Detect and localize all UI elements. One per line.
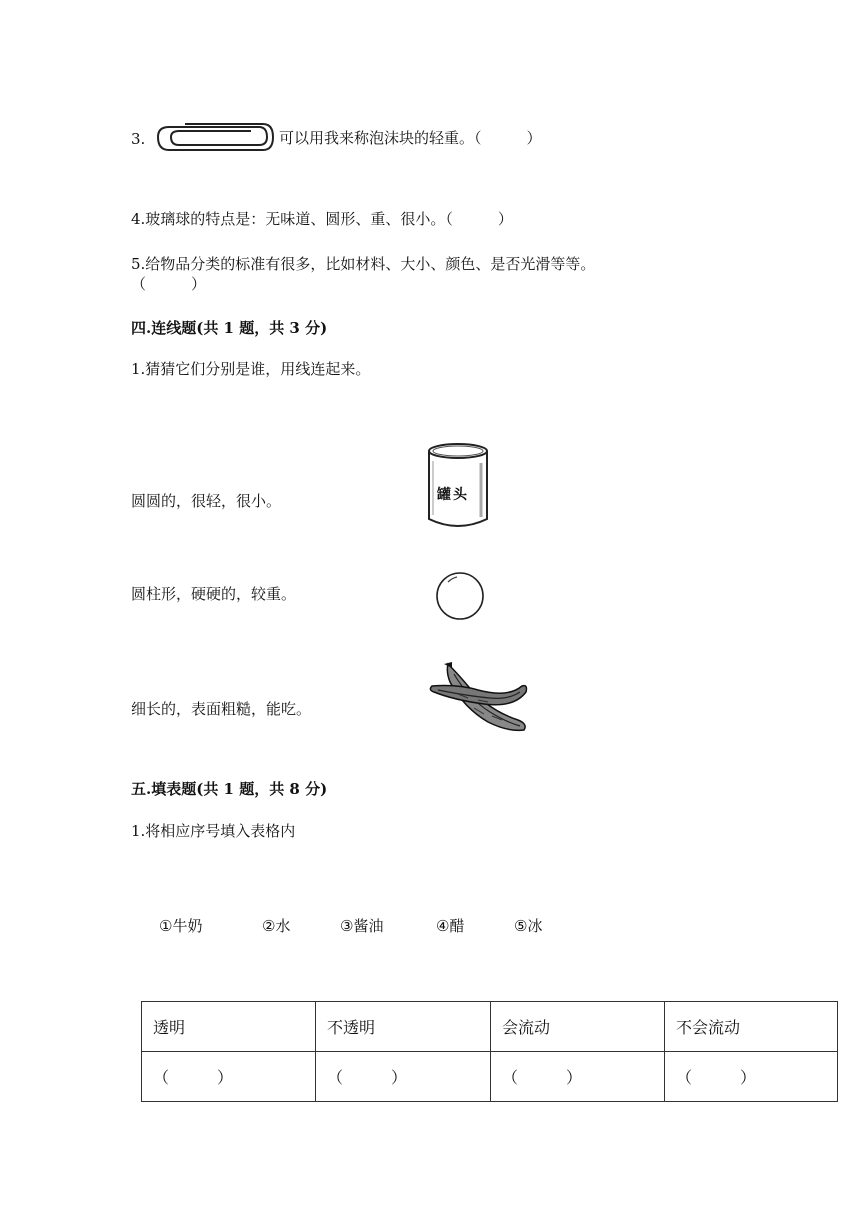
option-1: ①牛奶 (159, 917, 203, 935)
option-5: ⑤冰 (514, 917, 543, 935)
option-3: ③酱油 (340, 917, 384, 935)
paperclip-icon (155, 120, 277, 154)
header-opaque: 不透明 (316, 1002, 491, 1052)
q4-text: 4.玻璃球的特点是：无味道、圆形、重、很小。（ ） (131, 210, 513, 228)
answer-cell-does-not-flow[interactable]: （ ） (665, 1052, 838, 1102)
section5-question: 1.将相应序号填入表格内 (131, 822, 296, 840)
option-4: ④醋 (436, 917, 465, 935)
header-flows: 会流动 (491, 1002, 665, 1052)
description-2: 圆柱形，硬硬的，较重。 (131, 585, 297, 603)
q3-number: 3. (131, 130, 146, 148)
answer-cell-flows[interactable]: （ ） (491, 1052, 665, 1102)
q5-text: 5.给物品分类的标准有很多，比如材料、大小、颜色、是否光滑等等。 (131, 255, 596, 273)
description-3: 细长的，表面粗糙，能吃。 (131, 700, 312, 718)
option-2: ②水 (262, 917, 291, 935)
table-header-row (142, 1002, 838, 1052)
section4-title: 四.连线题(共 1 题，共 3 分) (131, 319, 328, 337)
classification-table (141, 1001, 838, 1102)
answer-cell-opaque[interactable]: （ ） (316, 1052, 491, 1102)
q5-paren: （ ） (131, 275, 207, 293)
banana-icon (428, 660, 530, 734)
table-answer-row (142, 1052, 838, 1102)
header-does-not-flow: 不会流动 (665, 1002, 838, 1052)
section5-title: 五.填表题(共 1 题，共 8 分) (131, 780, 328, 798)
ball-icon (434, 570, 486, 622)
description-1: 圆圆的，很轻，很小。 (131, 492, 282, 510)
can-label: 罐头 (437, 487, 469, 503)
q3-text: 可以用我来称泡沫块的轻重。（ ） (279, 129, 542, 147)
answer-cell-transparent[interactable]: （ ） (142, 1052, 316, 1102)
section4-question: 1.猜猜它们分别是谁，用线连起来。 (131, 360, 371, 378)
header-transparent: 透明 (142, 1002, 316, 1052)
